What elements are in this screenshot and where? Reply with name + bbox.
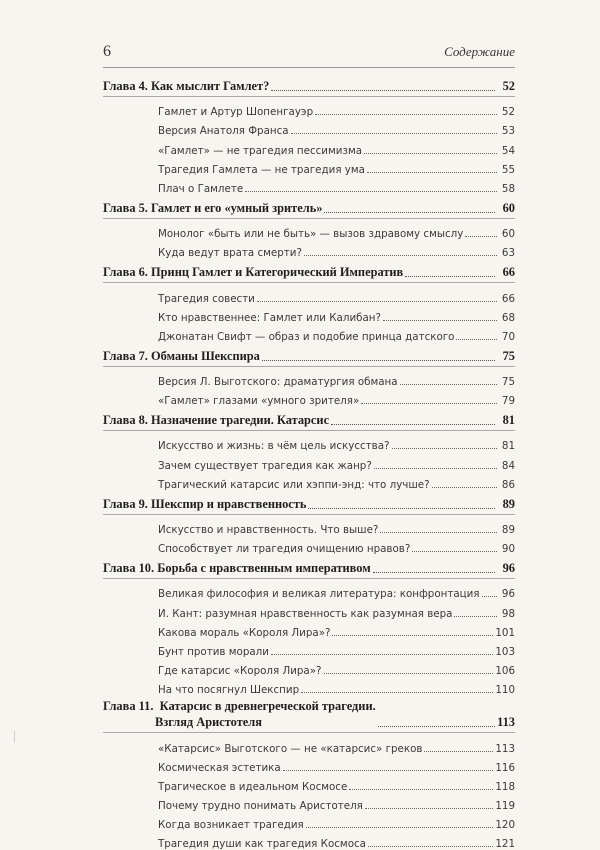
chapter-rule bbox=[103, 282, 515, 283]
section-page: 63 bbox=[501, 247, 515, 260]
chapter-page: 66 bbox=[502, 265, 515, 280]
chapter-heading bbox=[103, 407, 515, 428]
chapter-page: 89 bbox=[502, 496, 515, 511]
chapter-9 bbox=[103, 491, 515, 555]
leader-dots bbox=[405, 276, 495, 277]
chapter-heading bbox=[103, 73, 515, 94]
section-page: 70 bbox=[501, 330, 515, 343]
section-page: 60 bbox=[501, 228, 515, 241]
section-title: И. Кант: разумная нравственность как разумная вера bbox=[158, 607, 453, 620]
section-title: Трагедия Гамлета — не трагедия ума bbox=[158, 163, 365, 176]
chapter-title-line1: Катарсис в древнегреческой трагедии. bbox=[159, 699, 376, 714]
section-title: Кто нравственнее: Гамлет или Калибан? bbox=[158, 311, 382, 324]
chapter-page: 81 bbox=[502, 413, 515, 428]
section-title: Версия Л. Выготского: драматургия обмана bbox=[158, 376, 398, 389]
leader-dots bbox=[262, 360, 495, 361]
section-entry bbox=[103, 99, 515, 118]
section-title: Великая философия и великая литература: конфронтация bbox=[158, 588, 480, 601]
section-entry bbox=[103, 433, 515, 452]
section-entry bbox=[103, 240, 515, 259]
section-entry bbox=[103, 755, 515, 774]
section-title: Плач о Гамлете bbox=[158, 182, 244, 195]
leader-dots bbox=[361, 403, 497, 404]
section-entry bbox=[103, 324, 515, 343]
leader-dots bbox=[364, 153, 497, 154]
section-entry bbox=[103, 831, 515, 850]
section-page: 106 bbox=[495, 665, 515, 678]
section-entry bbox=[103, 600, 515, 619]
section-page: 119 bbox=[495, 800, 515, 813]
chapter-title: Обманы Шекспира bbox=[151, 348, 260, 363]
section-entry bbox=[103, 305, 515, 324]
chapter-page: 52 bbox=[502, 79, 515, 93]
header-rule bbox=[103, 67, 515, 68]
section-entry bbox=[103, 176, 515, 195]
leader-dots bbox=[331, 424, 495, 425]
chapter-rule bbox=[103, 366, 515, 367]
section-page: 75 bbox=[501, 376, 515, 389]
leader-dots bbox=[374, 468, 497, 469]
section-page: 84 bbox=[501, 459, 515, 472]
chapter-label: Глава 11. bbox=[103, 699, 154, 714]
section-entry bbox=[103, 137, 515, 156]
section-entry bbox=[103, 536, 515, 555]
section-entry bbox=[103, 388, 515, 407]
chapter-title: Принц Гамлет и Категорический Императив bbox=[151, 265, 404, 280]
section-entry bbox=[103, 517, 515, 536]
section-page: 113 bbox=[495, 742, 515, 755]
table-of-contents bbox=[103, 73, 515, 850]
section-entry bbox=[103, 658, 515, 677]
section-title: Искусство и жизнь: в чём цель искусства? bbox=[158, 440, 390, 453]
section-title: Джонатан Свифт — образ и подобие принца датского bbox=[158, 330, 455, 343]
leader-dots bbox=[324, 212, 495, 213]
leader-dots bbox=[301, 692, 493, 693]
section-title: Космическая эстетика bbox=[158, 761, 281, 774]
leader-dots bbox=[315, 114, 497, 115]
leader-dots bbox=[245, 191, 497, 192]
section-title: Трагедия души как трагедия Космоса bbox=[158, 838, 366, 850]
chapter-6 bbox=[103, 259, 515, 343]
chapter-heading bbox=[103, 696, 515, 730]
leader-dots bbox=[383, 320, 497, 321]
section-page: 54 bbox=[501, 144, 515, 157]
leader-dots bbox=[367, 172, 497, 173]
section-page: 120 bbox=[495, 819, 515, 832]
chapter-rule bbox=[103, 96, 515, 97]
section-page: 110 bbox=[495, 684, 515, 697]
section-title: Версия Анатоля Франса bbox=[158, 125, 289, 138]
leader-dots bbox=[304, 255, 497, 256]
section-entry bbox=[103, 118, 515, 137]
section-entry bbox=[103, 735, 515, 754]
section-title: На что посягнул Шекспир bbox=[158, 684, 300, 697]
chapter-11 bbox=[103, 696, 515, 850]
leader-dots bbox=[454, 616, 497, 617]
section-entry bbox=[103, 157, 515, 176]
section-title: Зачем существует трагедия как жанр? bbox=[158, 459, 372, 472]
section-page: 58 bbox=[501, 182, 515, 195]
section-page: 89 bbox=[501, 524, 515, 536]
chapter-page: 75 bbox=[502, 348, 515, 363]
section-entry bbox=[103, 581, 515, 600]
chapter-5 bbox=[103, 195, 515, 259]
leader-dots bbox=[424, 751, 493, 752]
section-page: 118 bbox=[495, 780, 515, 793]
section-page: 90 bbox=[501, 543, 515, 556]
leader-dots bbox=[324, 673, 494, 674]
leader-dots bbox=[291, 133, 497, 134]
section-page: 81 bbox=[501, 440, 515, 453]
chapter-page: 60 bbox=[502, 200, 515, 215]
section-title: Почему трудно понимать Аристотеля bbox=[158, 800, 363, 813]
section-page: 55 bbox=[501, 163, 515, 176]
section-title: Бунт против морали bbox=[158, 645, 269, 658]
section-page: 68 bbox=[501, 311, 515, 324]
section-title: Где катарсис «Короля Лира»? bbox=[158, 665, 322, 678]
leader-dots bbox=[482, 596, 497, 597]
chapter-page: 113 bbox=[497, 715, 515, 730]
leader-dots bbox=[456, 339, 497, 340]
section-page: 96 bbox=[501, 588, 515, 601]
section-entry bbox=[103, 639, 515, 658]
page-number: 6 bbox=[103, 43, 111, 60]
chapter-rule bbox=[103, 732, 515, 733]
chapter-title: Как мыслит Гамлет? bbox=[151, 79, 270, 93]
leader-dots bbox=[412, 551, 497, 552]
section-title: Трагический катарсис или хэппи-энд: что лучше? bbox=[158, 478, 430, 491]
section-page: 53 bbox=[501, 125, 515, 138]
section-entry bbox=[103, 677, 515, 696]
section-entry bbox=[103, 285, 515, 304]
chapter-label: Глава 8. bbox=[103, 413, 148, 428]
leader-dots bbox=[378, 726, 495, 727]
leader-dots bbox=[365, 808, 493, 809]
chapter-rule bbox=[103, 578, 515, 579]
chapter-4 bbox=[103, 73, 515, 195]
chapter-heading bbox=[103, 259, 515, 280]
chapter-title: Шекспир и нравственность bbox=[151, 496, 307, 511]
chapter-label: Глава 4. bbox=[103, 79, 148, 93]
leader-dots bbox=[257, 301, 497, 302]
section-page: 86 bbox=[501, 478, 515, 491]
chapter-title: Назначение трагедии. Катарсис bbox=[151, 413, 330, 428]
chapter-label: Глава 7. bbox=[103, 348, 148, 363]
leader-dots bbox=[400, 384, 497, 385]
scan-edge-mark bbox=[14, 731, 15, 743]
leader-dots bbox=[271, 90, 495, 91]
section-title: Трагедия совести bbox=[158, 292, 255, 305]
leader-dots bbox=[332, 635, 493, 636]
chapter-8 bbox=[103, 407, 515, 491]
section-title: «Катарсис» Выготского — не «катарсис» греков bbox=[158, 742, 423, 755]
leader-dots bbox=[432, 487, 497, 488]
section-page: 103 bbox=[495, 645, 515, 658]
section-entry bbox=[103, 620, 515, 639]
leader-dots bbox=[465, 236, 497, 237]
section-title: Искусство и нравственность. Что выше? bbox=[158, 524, 379, 536]
chapter-rule bbox=[103, 218, 515, 219]
section-page: 121 bbox=[495, 838, 515, 850]
chapter-10 bbox=[103, 555, 515, 696]
chapter-title bbox=[103, 698, 376, 730]
section-page: 66 bbox=[501, 292, 515, 305]
chapter-heading bbox=[103, 343, 515, 364]
section-title: «Гамлет» глазами «умного зрителя» bbox=[158, 395, 360, 408]
chapter-7 bbox=[103, 343, 515, 407]
leader-dots bbox=[283, 770, 494, 771]
leader-dots bbox=[271, 654, 493, 655]
section-title: Монолог «быть или не быть» — вызов здравому смыслу bbox=[158, 228, 464, 241]
leader-dots bbox=[306, 827, 494, 828]
running-title: Содержание bbox=[444, 44, 515, 59]
section-entry bbox=[103, 774, 515, 793]
chapter-label: Глава 9. bbox=[103, 496, 148, 511]
chapter-rule bbox=[103, 430, 515, 431]
section-title: «Гамлет» — не трагедия пессимизма bbox=[158, 144, 363, 157]
section-title: Способствует ли трагедия очищению нравов? bbox=[158, 543, 411, 556]
section-page: 116 bbox=[495, 761, 515, 774]
chapter-label: Глава 5. bbox=[103, 200, 148, 215]
section-page: 101 bbox=[495, 626, 515, 639]
chapter-page: 96 bbox=[502, 561, 515, 576]
leader-dots bbox=[392, 448, 498, 449]
chapter-heading bbox=[103, 491, 515, 512]
section-title: Куда ведут врата смерти? bbox=[158, 247, 302, 260]
leader-dots bbox=[308, 508, 495, 509]
chapter-heading bbox=[103, 555, 515, 576]
section-title: Гамлет и Артур Шопенгауэр bbox=[158, 106, 314, 119]
section-entry bbox=[103, 369, 515, 388]
section-entry bbox=[103, 452, 515, 471]
chapter-title: Гамлет и его «умный зритель» bbox=[151, 200, 323, 215]
section-entry bbox=[103, 812, 515, 831]
chapter-label: Глава 6. bbox=[103, 265, 148, 280]
chapter-rule bbox=[103, 514, 515, 515]
section-entry bbox=[103, 793, 515, 812]
section-entry bbox=[103, 221, 515, 240]
chapter-title-line2: Взгляд Аристотеля bbox=[155, 715, 262, 730]
chapter-title: Борьба с нравственным императивом bbox=[157, 561, 371, 576]
section-title: Какова мораль «Короля Лира»? bbox=[158, 626, 331, 639]
section-page: 52 bbox=[501, 106, 515, 119]
chapter-label: Глава 10. bbox=[103, 561, 155, 576]
leader-dots bbox=[380, 532, 497, 533]
section-page: 98 bbox=[501, 607, 515, 620]
chapter-heading bbox=[103, 195, 515, 216]
section-title: Трагическое в идеальном Космосе bbox=[158, 780, 348, 793]
leader-dots bbox=[373, 572, 495, 573]
page-header bbox=[103, 43, 515, 65]
section-title: Когда возникает трагедия bbox=[158, 819, 304, 832]
section-entry bbox=[103, 472, 515, 491]
leader-dots bbox=[368, 846, 493, 847]
leader-dots bbox=[349, 789, 493, 790]
section-page: 79 bbox=[501, 395, 515, 408]
